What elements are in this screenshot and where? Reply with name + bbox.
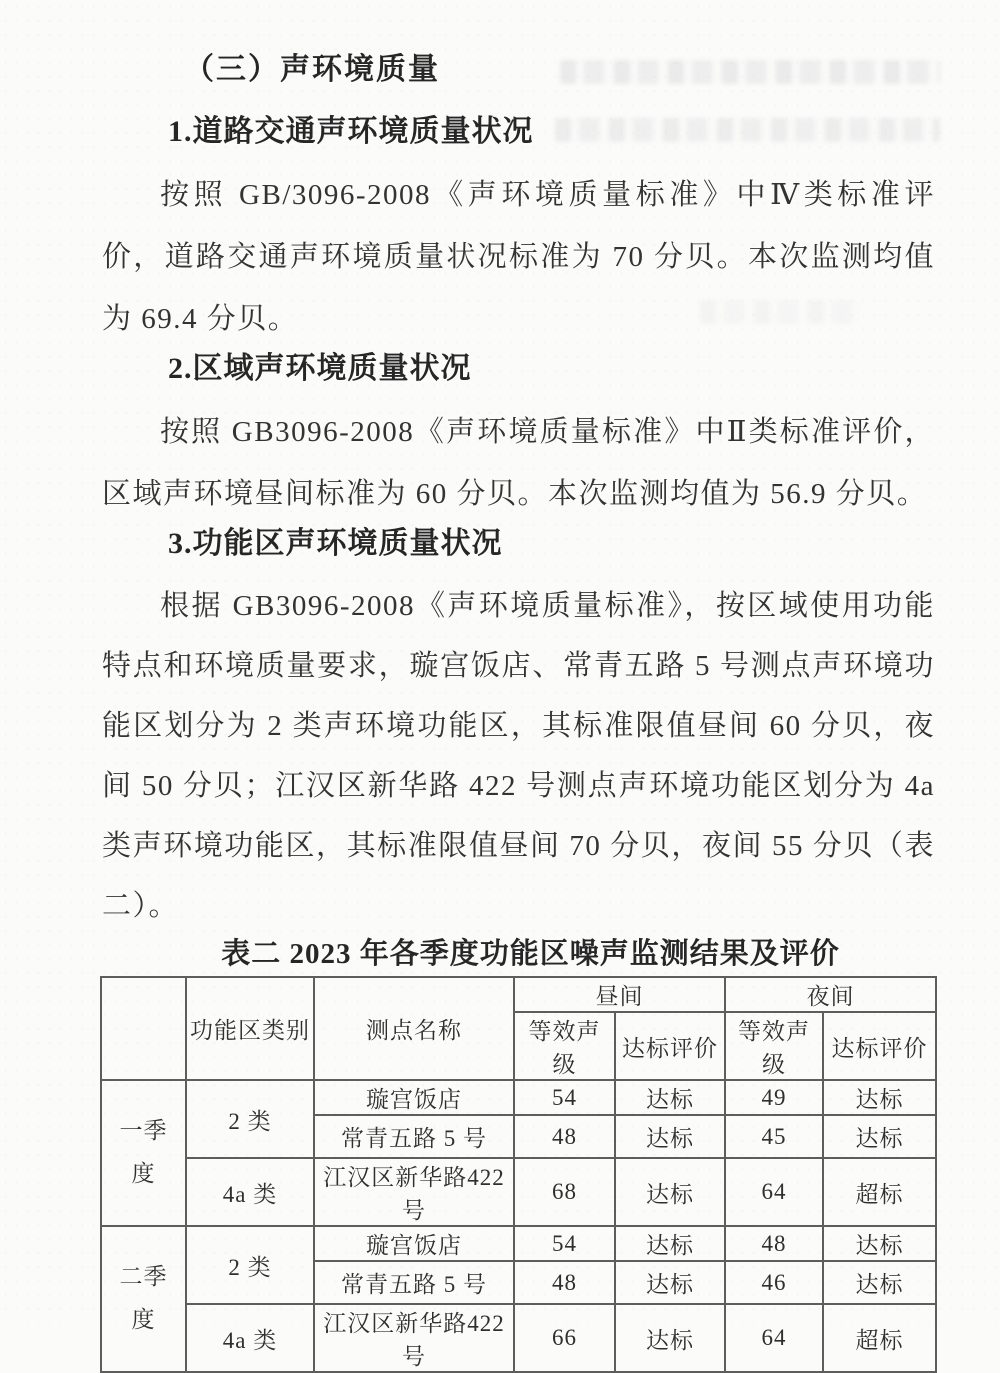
table-row [101, 1158, 936, 1226]
paragraph-functional-area-noise: 根据 GB3096-2008《声环境质量标准》，按区域使用功能特点和环境质量要求，璇宫饭店、常青五路 5 号测点声环境功能区划分为 2 类声环境功能区，其标准限值昼间 60 分贝，夜间 50 分贝；江汉区新华路 422 号测点声环境功能区划分为 4a 类声环境功能区，其标准限值昼间 70 分贝，夜间 55 分贝（表二）。 [102, 590, 935, 922]
cell-day-leq: 68 [514, 1158, 615, 1226]
subsection-heading-2: 2.区域声环境质量状况 [168, 352, 472, 385]
table-title: 表二 2023 年各季度功能区噪声监测结果及评价 [221, 938, 840, 970]
table-row [101, 1080, 936, 1115]
cell-category-q2-class2: 2 类 [186, 1226, 314, 1304]
cell-day-eval: 达标 [615, 1304, 725, 1372]
cell-quarter-q1 [101, 1080, 186, 1226]
cell-quarter-q2 [101, 1226, 186, 1372]
header-site: 测点名称 [314, 977, 514, 1080]
cell-site: 璇宫饭店 [314, 1080, 514, 1115]
header-night-leq: 等效声级 [725, 1012, 823, 1080]
cell-day-eval: 达标 [615, 1080, 725, 1115]
table-row [101, 1304, 936, 1372]
subsection-heading-3: 3.功能区声环境质量状况 [168, 527, 503, 560]
cell-night-eval: 超标 [823, 1158, 936, 1226]
cell-day-leq: 54 [514, 1080, 615, 1115]
cell-night-eval: 超标 [823, 1304, 936, 1372]
cell-site: 江汉区新华路422号 [314, 1304, 514, 1372]
cell-night-leq: 48 [725, 1226, 823, 1261]
cell-night-leq: 64 [725, 1158, 823, 1226]
cell-day-leq: 54 [514, 1226, 615, 1261]
cell-category-q1-class2: 2 类 [186, 1080, 314, 1158]
cell-site: 常青五路 5 号 [314, 1115, 514, 1158]
header-category: 功能区类别 [186, 977, 314, 1080]
section-heading: （三）声环境质量 [184, 53, 440, 86]
noise-monitoring-table [100, 976, 937, 1373]
cell-night-leq: 49 [725, 1080, 823, 1115]
table-row [101, 1226, 936, 1261]
paragraph-regional-noise: 按照 GB3096-2008《声环境质量标准》中Ⅱ类标准评价，区域声环境昼间标准为 60 分贝。本次监测均值为 56.9 分贝。 [102, 416, 935, 510]
cell-site: 璇宫饭店 [314, 1226, 514, 1261]
cell-day-leq: 66 [514, 1304, 615, 1372]
subsection-heading-1: 1.道路交通声环境质量状况 [168, 115, 534, 148]
cell-day-eval: 达标 [615, 1261, 725, 1304]
quarter-label: 二季度 [119, 1264, 168, 1332]
quarter-label: 一季度 [119, 1118, 168, 1186]
cell-night-leq: 46 [725, 1261, 823, 1304]
cell-day-eval: 达标 [615, 1158, 725, 1226]
cell-night-leq: 64 [725, 1304, 823, 1372]
cell-site: 江汉区新华路422号 [314, 1158, 514, 1226]
cell-category-q1-class4a: 4a 类 [186, 1158, 314, 1226]
header-day-eval: 达标评价 [615, 1012, 725, 1080]
cell-category-q2-class4a: 4a 类 [186, 1304, 314, 1372]
cell-night-leq: 45 [725, 1115, 823, 1158]
header-day: 昼间 [514, 977, 725, 1012]
header-quarter-blank [101, 977, 186, 1080]
header-night-eval: 达标评价 [823, 1012, 936, 1080]
cell-night-eval: 达标 [823, 1261, 936, 1304]
cell-night-eval: 达标 [823, 1080, 936, 1115]
header-night: 夜间 [725, 977, 936, 1012]
paragraph-road-traffic-noise: 按照 GB/3096-2008《声环境质量标准》中Ⅳ类标准评价，道路交通声环境质量状况标准为 70 分贝。本次监测均值为 69.4 分贝。 [102, 179, 935, 335]
cell-day-leq: 48 [514, 1261, 615, 1304]
cell-day-eval: 达标 [615, 1226, 725, 1261]
cell-site: 常青五路 5 号 [314, 1261, 514, 1304]
document-content [102, 0, 935, 1373]
cell-night-eval: 达标 [823, 1226, 936, 1261]
header-day-leq: 等效声级 [514, 1012, 615, 1080]
cell-night-eval: 达标 [823, 1115, 936, 1158]
cell-day-eval: 达标 [615, 1115, 725, 1158]
cell-day-leq: 48 [514, 1115, 615, 1158]
